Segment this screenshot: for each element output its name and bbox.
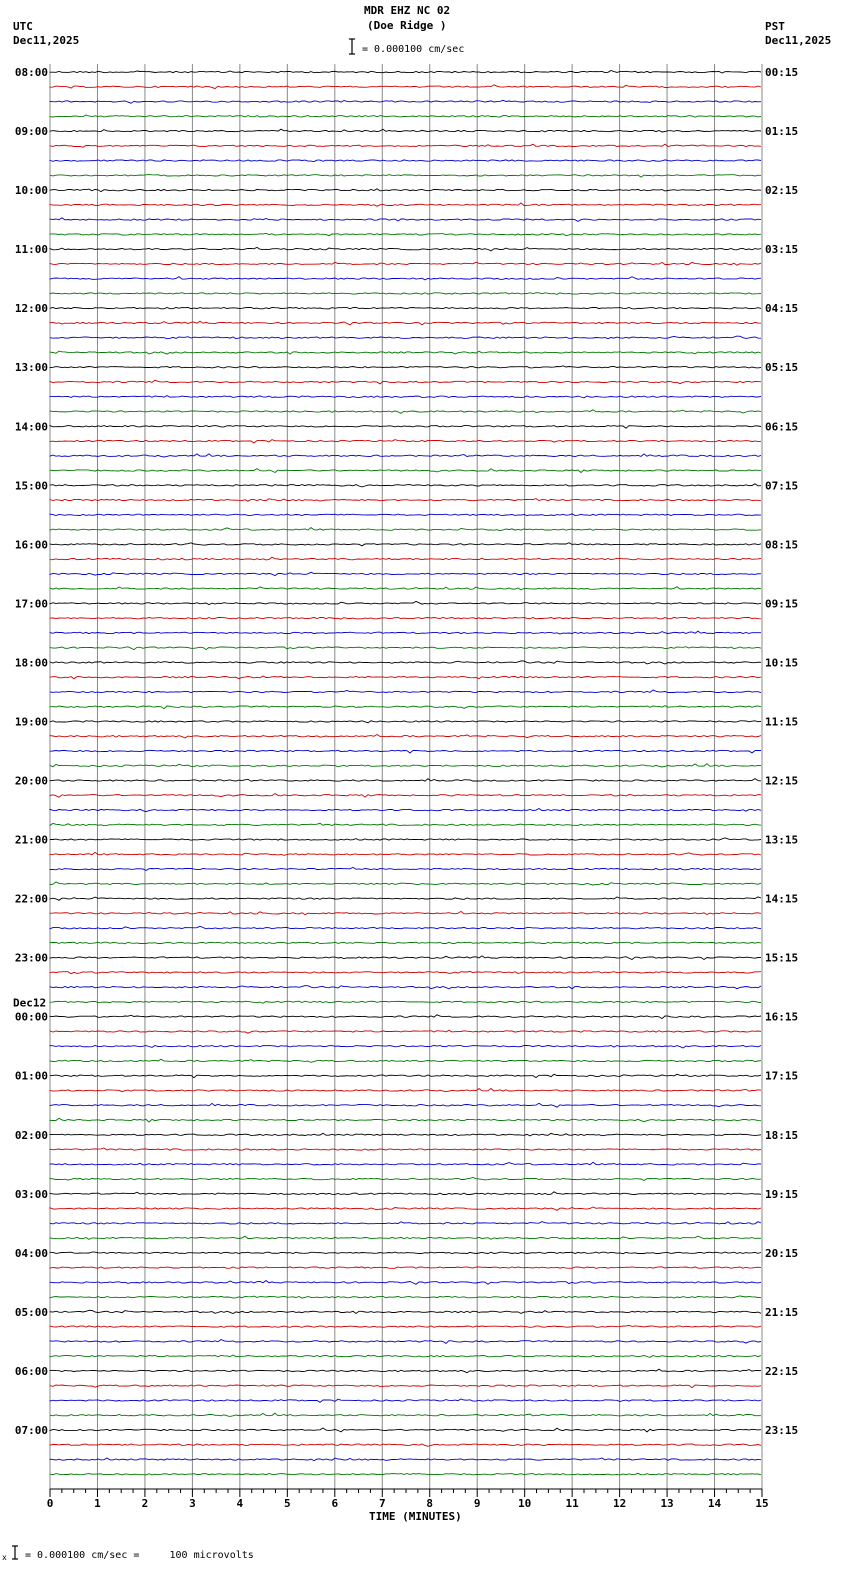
trace-line — [50, 557, 761, 560]
pst-hour-label: 23:15 — [765, 1423, 799, 1437]
trace-line — [50, 676, 761, 679]
trace-line — [50, 160, 761, 162]
trace-line — [50, 735, 761, 739]
utc-hour-label: 16:00 — [14, 538, 48, 552]
trace-line — [50, 721, 761, 723]
pst-hour-label: 08:15 — [765, 538, 799, 552]
x-tick-label: 0 — [46, 1497, 54, 1510]
pst-hour-label: 21:15 — [765, 1305, 799, 1319]
utc-hour-label: 02:00 — [14, 1128, 48, 1142]
trace-line — [50, 867, 761, 870]
trace-line — [50, 247, 761, 251]
utc-hour-label: 15:00 — [14, 479, 48, 493]
trace-line — [50, 1103, 761, 1107]
utc-hour-label: 14:00 — [14, 420, 48, 434]
x-tick-label: 10 — [518, 1497, 532, 1510]
trace-line — [50, 484, 761, 487]
trace-line — [50, 838, 761, 841]
trace-line — [50, 1178, 761, 1181]
trace-line — [50, 115, 761, 117]
trace-line — [50, 971, 761, 973]
pst-hour-label: 07:15 — [765, 479, 799, 493]
trace-line — [50, 1444, 761, 1446]
trace-line — [50, 514, 761, 516]
trace-line — [50, 1030, 761, 1033]
trace-line — [50, 1162, 761, 1165]
trace-line — [50, 410, 761, 414]
trace-line — [50, 956, 761, 960]
trace-line — [50, 129, 761, 132]
pst-hour-label: 09:15 — [765, 597, 799, 611]
trace-line — [50, 366, 761, 368]
pst-hour-label: 20:15 — [765, 1246, 799, 1260]
x-tick-label: 6 — [331, 1497, 339, 1510]
trace-line — [50, 1267, 761, 1269]
trace-line — [50, 647, 761, 650]
utc-hour-label: 08:00 — [14, 66, 48, 79]
trace-line — [50, 440, 761, 443]
trace-line — [50, 1015, 761, 1019]
trace-line — [50, 601, 761, 604]
x-tick-label: 2 — [141, 1497, 149, 1510]
pst-hour-label: 11:15 — [765, 715, 799, 729]
x-tick-label: 12 — [612, 1497, 627, 1510]
trace-line — [50, 1473, 761, 1475]
utc-hour-label: 07:00 — [14, 1423, 48, 1437]
trace-line — [50, 100, 761, 103]
trace-line — [50, 882, 761, 885]
trace-line — [50, 1399, 761, 1402]
x-tick-label: 15 — [755, 1497, 769, 1510]
footer-marker: x — [2, 1553, 7, 1562]
footer-scale-label: = 0.000100 cm/sec = 100 microvolts — [25, 1550, 254, 1561]
trace-line — [50, 1385, 761, 1388]
trace-line — [50, 661, 761, 664]
trace-line — [50, 1413, 761, 1416]
pst-hour-label: 16:15 — [765, 1010, 799, 1024]
trace-line — [50, 351, 761, 354]
trace-line — [50, 809, 761, 812]
trace-line — [50, 380, 761, 384]
trace-line — [50, 543, 761, 546]
pst-hour-label: 03:15 — [765, 243, 799, 257]
trace-line — [50, 942, 761, 944]
pst-hour-label: 01:15 — [765, 125, 799, 139]
trace-line — [50, 1369, 761, 1373]
pst-hour-label: 17:15 — [765, 1069, 799, 1083]
trace-line — [50, 144, 761, 147]
pst-hour-label: 06:15 — [765, 420, 799, 434]
utc-hour-label: 12:00 — [14, 302, 48, 316]
footer-scale-bar-icon — [11, 1545, 19, 1561]
x-tick-label: 8 — [426, 1497, 434, 1510]
utc-hour-label: 17:00 — [14, 597, 48, 611]
trace-line — [50, 779, 761, 782]
trace-line — [50, 1207, 761, 1210]
x-tick-label: 7 — [378, 1497, 386, 1510]
trace-line — [50, 203, 761, 206]
pst-hour-label: 00:15 — [765, 66, 799, 79]
trace-line — [50, 986, 761, 989]
trace-line — [50, 631, 761, 634]
pst-hour-label: 10:15 — [765, 656, 799, 670]
trace-line — [50, 926, 761, 929]
right-timezone: PST — [765, 20, 785, 33]
trace-line — [50, 499, 761, 502]
utc-hour-label: 05:00 — [14, 1305, 48, 1319]
station-title: MDR EHZ NC 02 — [364, 4, 451, 17]
left-date: Dec11,2025 — [13, 34, 80, 47]
trace-line — [50, 1458, 761, 1461]
utc-hour-label: 19:00 — [14, 715, 48, 729]
pst-hour-label: 04:15 — [765, 302, 799, 316]
trace-line — [50, 1281, 761, 1285]
trace-line — [50, 617, 761, 619]
trace-line — [50, 1296, 761, 1298]
trace-line — [50, 277, 761, 280]
trace-line — [50, 307, 761, 309]
trace-line — [50, 175, 761, 178]
date-change-label: Dec12 — [13, 996, 47, 1010]
trace-line — [50, 1236, 761, 1239]
trace-line — [50, 1355, 761, 1357]
left-timezone: UTC — [13, 20, 33, 33]
utc-hour-label: 21:00 — [14, 833, 48, 847]
trace-line — [50, 1192, 761, 1195]
utc-hour-label: 13:00 — [14, 361, 48, 375]
x-axis-label: TIME (MINUTES) — [369, 1510, 462, 1523]
pst-hour-label: 19:15 — [765, 1187, 799, 1201]
trace-line — [50, 764, 761, 767]
trace-line — [50, 587, 761, 590]
utc-hour-label: 04:00 — [14, 1246, 48, 1260]
trace-line — [50, 396, 761, 398]
pst-hour-label: 02:15 — [765, 184, 799, 198]
pst-hour-label: 22:15 — [765, 1364, 799, 1378]
utc-hour-label: 18:00 — [14, 656, 48, 670]
trace-line — [50, 1325, 761, 1327]
pst-hour-label: 05:15 — [765, 361, 799, 375]
trace-line — [50, 1001, 761, 1003]
trace-line — [50, 1148, 761, 1150]
trace-line — [50, 71, 761, 74]
utc-hour-label: 23:00 — [14, 951, 48, 965]
utc-hour-label: 20:00 — [14, 774, 48, 788]
x-tick-label: 14 — [707, 1497, 722, 1510]
utc-hour-label: 22:00 — [14, 892, 48, 906]
trace-line — [50, 1310, 761, 1313]
pst-hour-label: 18:15 — [765, 1128, 799, 1142]
right-date: Dec11,2025 — [765, 34, 832, 47]
trace-line — [50, 262, 761, 265]
pst-hour-label: 15:15 — [765, 951, 799, 965]
x-tick-label: 1 — [94, 1497, 101, 1510]
trace-line — [50, 454, 761, 457]
trace-line — [50, 852, 761, 855]
trace-line — [50, 897, 761, 900]
utc-hour-label: 00:00 — [14, 1010, 48, 1024]
pst-hour-label: 12:15 — [765, 774, 799, 788]
x-tick-label: 11 — [565, 1497, 579, 1510]
pst-hour-label: 14:15 — [765, 892, 799, 906]
trace-line — [50, 794, 761, 798]
trace-line — [50, 1133, 761, 1136]
scale-label: = 0.000100 cm/sec — [362, 44, 465, 55]
trace-line — [50, 85, 761, 89]
utc-hour-label: 03:00 — [14, 1187, 48, 1201]
x-tick-label: 13 — [660, 1497, 674, 1510]
trace-line — [50, 1059, 761, 1062]
trace-line — [50, 336, 761, 339]
trace-line — [50, 1222, 761, 1225]
site-name: (Doe Ridge ) — [367, 19, 447, 32]
trace-line — [50, 1428, 761, 1432]
trace-line — [50, 1089, 761, 1092]
trace-line — [50, 293, 761, 295]
utc-hour-label: 09:00 — [14, 125, 48, 139]
trace-line — [50, 911, 761, 914]
x-tick-label: 4 — [236, 1497, 244, 1510]
utc-hour-label: 11:00 — [14, 243, 48, 257]
x-tick-label: 5 — [284, 1497, 291, 1510]
trace-line — [50, 469, 761, 473]
trace-line — [50, 233, 761, 236]
trace-line — [50, 426, 761, 429]
trace-line — [50, 189, 761, 192]
trace-line — [50, 1074, 761, 1077]
trace-line — [50, 528, 761, 531]
trace-line — [50, 690, 761, 693]
x-tick-label: 9 — [473, 1497, 481, 1510]
utc-hour-label: 01:00 — [14, 1069, 48, 1083]
utc-hour-label: 10:00 — [14, 184, 48, 198]
trace-line — [50, 1252, 761, 1254]
trace-line — [50, 572, 761, 575]
utc-hour-label: 06:00 — [14, 1364, 48, 1378]
trace-line — [50, 321, 761, 325]
x-tick-label: 3 — [189, 1497, 196, 1510]
trace-line — [50, 218, 761, 222]
trace-line — [50, 706, 761, 709]
trace-line — [50, 750, 761, 753]
trace-line — [50, 1340, 761, 1344]
pst-hour-label: 13:15 — [765, 833, 799, 847]
trace-line — [50, 823, 761, 825]
trace-line — [50, 1118, 761, 1122]
trace-line — [50, 1046, 761, 1049]
